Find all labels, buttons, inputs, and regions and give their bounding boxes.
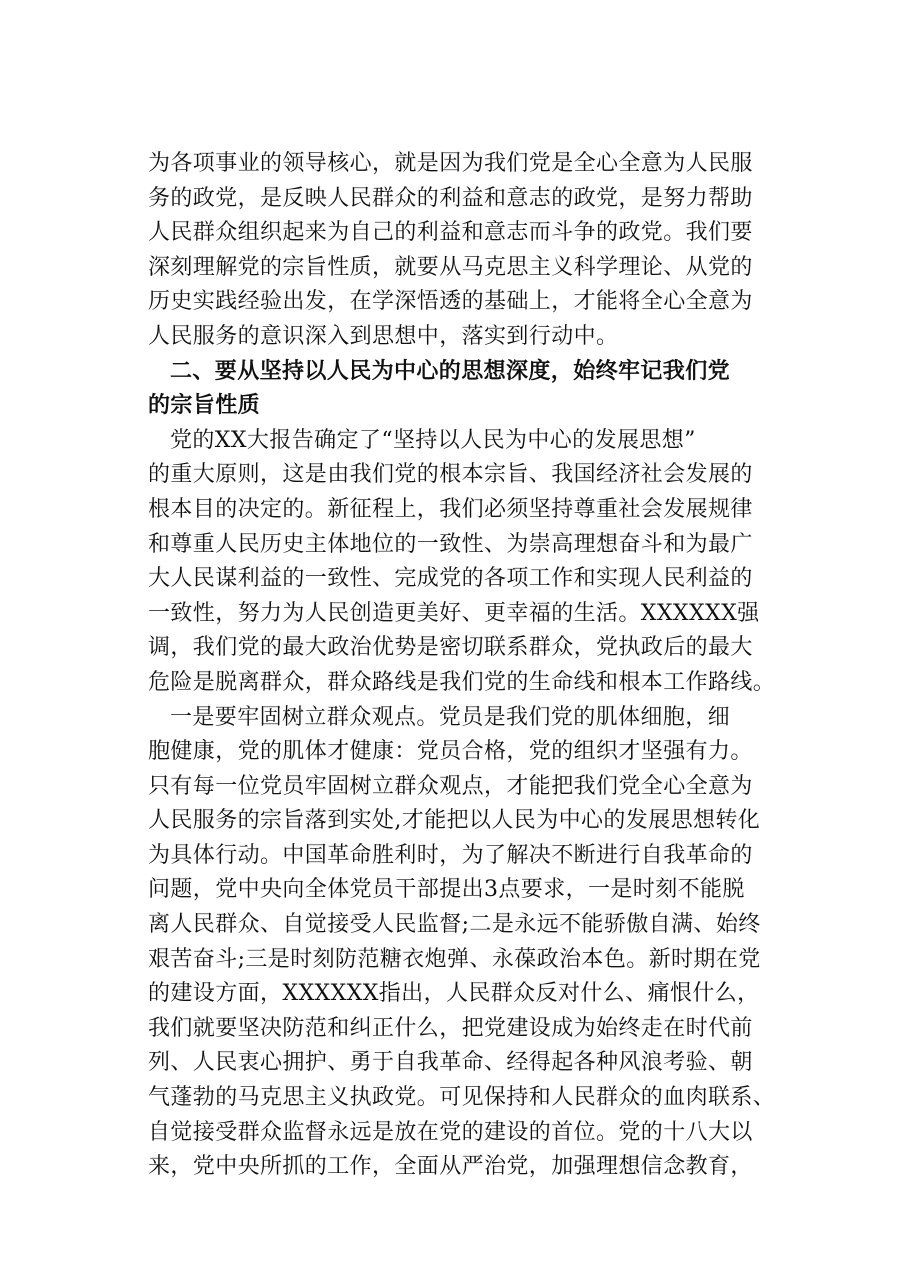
paragraph-line: 胞健康，党的肌体才健康：党员合格，党的组织才坚强有力。 — [148, 739, 753, 765]
paragraph-line: 人民服务的宗旨落到实处,才能把以人民为中心的发展思想转化 — [148, 808, 761, 834]
paragraph-line: 为具体行动。中国革命胜利时，为了解决不断进行自我革命的 — [148, 842, 753, 868]
paragraph-line: 的建设方面，XXXXXX指出，人民群众反对什么、痛恨什么， — [148, 981, 760, 1007]
paragraph-line: 自觉接受群众监督永远是放在党的建设的首位。党的十八大以 — [148, 1119, 753, 1145]
paragraph-line: 根本目的决定的。新征程上，我们必须坚持尊重社会发展规律 — [148, 496, 753, 522]
paragraph-line: 来，党中央所抓的工作，全面从严治党，加强理想信念教育， — [148, 1154, 753, 1180]
paragraph-line: 深刻理解党的宗旨性质，就要从马克思主义科学理论、从党的 — [148, 254, 753, 280]
paragraph-line: 气蓬勃的马克思主义执政党。可见保持和人民群众的血肉联系、 — [148, 1085, 776, 1111]
paragraph-line: 人民服务的意识深入到思想中，落实到行动中。 — [148, 323, 619, 349]
paragraph-line: 一致性，努力为人民创造更美好、更幸福的生活。XXXXXX强 — [148, 600, 760, 626]
paragraph-line: 务的政党，是反映人民群众的利益和意志的政党，是努力帮助 — [148, 185, 753, 211]
paragraph-line: 离人民群众、自觉接受人民监督;二是永远不能骄傲自满、始终 — [148, 912, 761, 938]
paragraph-line: 我们就要坚决防范和纠正什么，把党建设成为始终走在时代前 — [148, 1015, 753, 1041]
paragraph-line: 和尊重人民历史主体地位的一致性、为崇高理想奋斗和为最广 — [148, 531, 753, 557]
paragraph-line: 列、人民衷心拥护、勇于自我革命、经得起各种风浪考验、朝 — [148, 1050, 753, 1076]
paragraph-line: 党的XX大报告确定了“坚持以人民为中心的发展思想” — [170, 427, 696, 453]
paragraph-line: 危险是脱离群众，群众路线是我们党的生命线和根本工作路线。 — [148, 669, 776, 695]
document-body — [148, 147, 828, 1185]
paragraph-line: 历史实践经验出发，在学深悟透的基础上，才能将全心全意为 — [148, 289, 753, 315]
paragraph-line: 问题，党中央向全体党员干部提出3点要求，一是时刻不能脱 — [148, 877, 745, 903]
paragraph-line: 人民群众组织起来为自己的利益和意志而斗争的政党。我们要 — [148, 220, 753, 246]
paragraph-line: 只有每一位党员牢固树立群众观点，才能把我们党全心全意为 — [148, 773, 753, 799]
paragraph-line: 艰苦奋斗;三是时刻防范糖衣炮弹、永葆政治本色。新时期在党 — [148, 946, 761, 972]
paragraph-line: 为各项事业的领导核心，就是因为我们党是全心全意为人民服 — [148, 151, 753, 176]
section-heading-line: 的宗旨性质 — [148, 393, 261, 419]
paragraph-line: 调，我们党的最大政治优势是密切联系群众，党执政后的最大 — [148, 635, 753, 661]
section-heading-line: 二、要从坚持以人民为中心的思想深度，始终牢记我们党 — [170, 358, 731, 384]
paragraph-line: 一是要牢固树立群众观点。党员是我们党的肌体细胞，细 — [170, 704, 731, 730]
paragraph-line: 大人民谋利益的一致性、完成党的各项工作和实现人民利益的 — [148, 566, 753, 592]
paragraph-line: 的重大原则，这是由我们党的根本宗旨、我国经济社会发展的 — [148, 462, 753, 488]
